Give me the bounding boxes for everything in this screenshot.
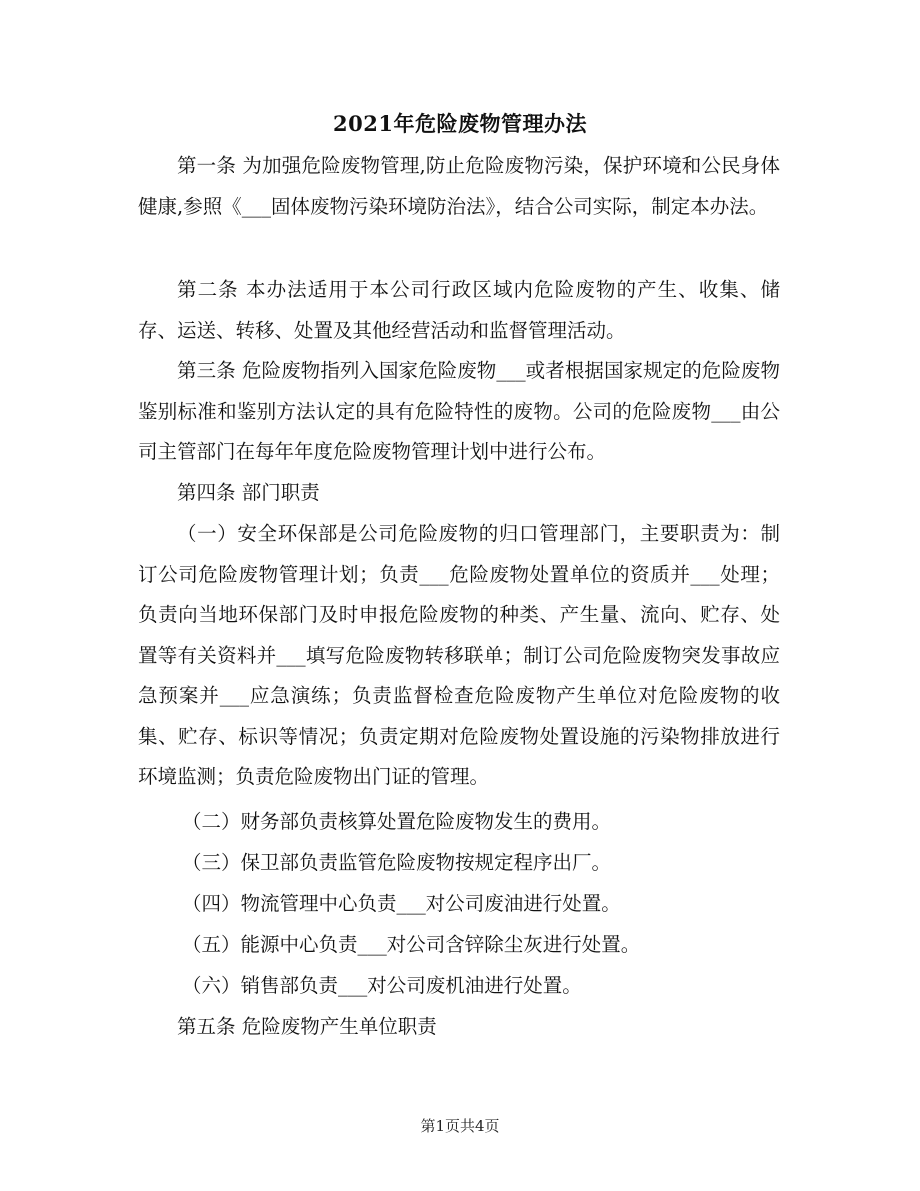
article-4-item-5: （五）能源中心负责___对公司含锌除尘灰进行处置。 bbox=[182, 933, 641, 956]
article-3-paragraph: 第三条 危险废物指列入国家危险废物___或者根据国家规定的危险废物鉴别标准和鉴别方法认定的具有危险特性的废物。公司的危险废物___由公司主管部门在每年年度危险废物管理计划中进行公布。 bbox=[138, 359, 780, 463]
article-1-paragraph: 第一条 为加强危险废物管理,防止危险废物污染，保护环境和公民身体健康,参照《___固体废物污染环境防治法》，结合公司实际，制定本办法。 bbox=[138, 154, 780, 218]
article-5-heading: 第五条 危险废物产生单位职责 bbox=[177, 1015, 437, 1038]
article-4-item-2: （二）财务部负责核算处置危险废物发生的费用。 bbox=[182, 810, 612, 833]
document-title: 2021年危险废物管理办法 bbox=[333, 111, 587, 136]
article-4-item-4: （四）物流管理中心负责___对公司废油进行处置。 bbox=[182, 892, 621, 915]
article-4-item-1: （一）安全环保部是公司危险废物的归口管理部门，主要职责为：制订公司危险废物管理计划；负责___危险废物处置单位的资质并___处理；负责向当地环保部门及时申报危险废物的种类、产生量、流向、贮存、处置等有关资料并___填写危险废物转移联单；制订公司危险废物突发事故应急预案并___应急演练；负责监督检查危险废物产生单位对危险废物的收集、贮存、标识等情况；负责定期对危险废物处置设施的污染物排放进行环境监测；负责危险废物出门证的管理。 bbox=[138, 522, 780, 788]
article-4-item-6: （六）销售部负责___对公司废机油进行处置。 bbox=[182, 974, 582, 997]
article-2-paragraph: 第二条 本办法适用于本公司行政区域内危险废物的产生、收集、储存、运送、转移、处置及其他经营活动和监督管理活动。 bbox=[138, 278, 780, 342]
page-number-footer: 第1页共4页 bbox=[420, 1117, 500, 1135]
article-4-heading: 第四条 部门职责 bbox=[177, 481, 320, 504]
article-4-item-3: （三）保卫部负责监管危险废物按规定程序出厂。 bbox=[182, 851, 612, 874]
